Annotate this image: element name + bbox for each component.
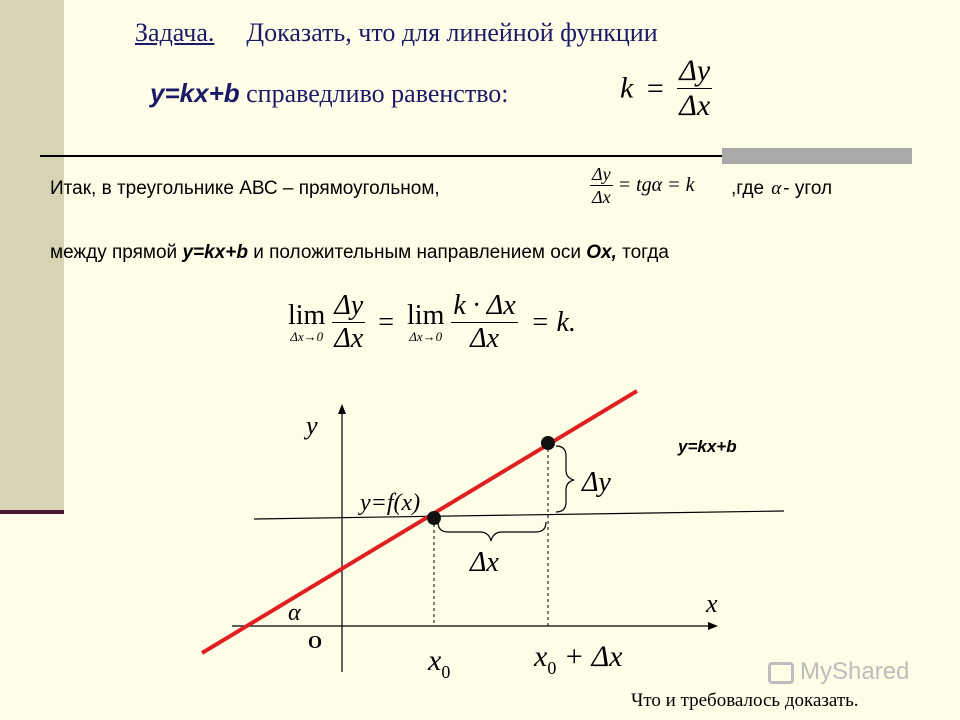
- dy-label: Δy: [582, 467, 611, 498]
- x0-main: x: [428, 644, 442, 677]
- limit-equals: =: [378, 306, 395, 338]
- formula-k: k: [620, 71, 634, 105]
- tail-where: ,где: [731, 178, 770, 199]
- formula-equals: =: [646, 71, 664, 105]
- task-label: Задача.: [135, 18, 215, 47]
- limit-2-sub: Δx→0: [409, 328, 443, 344]
- y-axis-label: y: [306, 411, 318, 440]
- statement-function: y=kx+b: [150, 78, 240, 108]
- dx-brace: [438, 522, 546, 541]
- tail-angle: - угол: [783, 178, 833, 199]
- limit-den-1: Δx: [334, 323, 364, 354]
- limit-1-word: lim: [288, 299, 326, 331]
- x0dx-rest: + Δx: [556, 640, 623, 673]
- line-label: y=kx+b: [678, 437, 737, 456]
- tangent-rest: = tgα = k: [617, 174, 695, 196]
- alpha-label: α: [288, 600, 301, 626]
- paragraph-triangle: Итак, в треугольнике АВС – прямоугольном,: [50, 178, 440, 199]
- formula-denominator: Δx: [679, 89, 711, 122]
- conclusion-text: Что и требовалось доказать.: [631, 690, 859, 711]
- x0dx-sub: 0: [547, 658, 557, 678]
- reference-line: [254, 511, 784, 519]
- y-axis-arrow: [338, 404, 346, 414]
- x0-sub: 0: [441, 662, 451, 682]
- x0dx-label: [533, 640, 623, 678]
- tangent-denominator: Δx: [592, 187, 611, 207]
- dy-brace: [556, 446, 574, 512]
- x0-label: [427, 644, 450, 682]
- statement-text: справедливо равенство:: [239, 79, 509, 108]
- limit-result: = k.: [530, 306, 576, 338]
- task-text: Доказать, что для линейной функции: [246, 18, 658, 47]
- limit-num-2: k · Δx: [453, 290, 516, 321]
- watermark-icon: [768, 662, 794, 684]
- para2-post: тогда: [616, 242, 669, 263]
- x0dx-main: x: [534, 640, 548, 673]
- x-axis-label: x: [706, 589, 718, 618]
- alpha-symbol: α: [771, 178, 782, 199]
- dx-label: Δx: [470, 547, 499, 578]
- watermark: [768, 658, 909, 686]
- x-axis-arrow: [708, 622, 718, 630]
- point-x0: [427, 511, 441, 525]
- point-x0dx: [541, 436, 555, 450]
- limit-2-word: lim: [407, 299, 445, 331]
- limit-den-2: Δx: [451, 322, 517, 355]
- origin-label: O: [308, 632, 323, 652]
- para2-pre: между прямой: [50, 242, 183, 263]
- para2-mid: и положительным направлением оси: [247, 242, 587, 263]
- point-label: y=f(x): [360, 490, 421, 516]
- function-line: [202, 391, 637, 653]
- para2-axis: Ox,: [586, 242, 617, 263]
- watermark-text: MyShared: [800, 658, 910, 685]
- limit-num-1: Δy: [334, 290, 364, 321]
- limit-1-sub: Δx→0: [290, 328, 324, 344]
- formula-numerator: Δy: [679, 54, 711, 87]
- para2-function: y=kx+b: [182, 242, 248, 263]
- tangent-numerator: Δy: [592, 164, 611, 184]
